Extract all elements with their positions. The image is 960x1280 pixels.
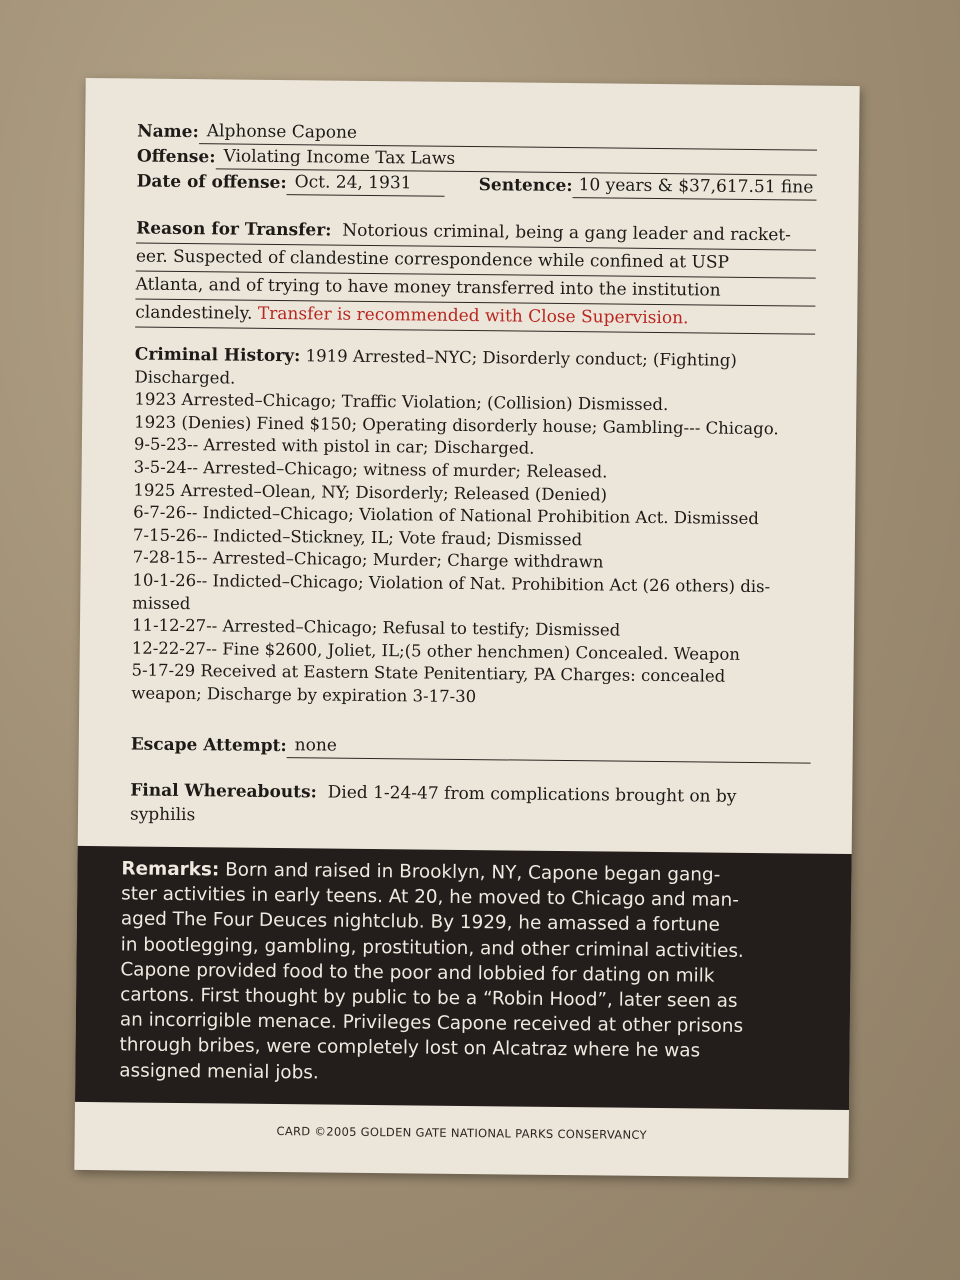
reason-text: Notorious criminal, being a gang leader and racket- bbox=[342, 220, 792, 246]
remarks-label: Remarks: bbox=[121, 858, 220, 881]
remarks-line: assigned menial jobs. bbox=[119, 1060, 319, 1084]
history-line: Discharged. bbox=[134, 367, 236, 388]
reason-for-transfer bbox=[135, 216, 816, 335]
final-whereabouts-label: Final Whereabouts: bbox=[130, 779, 318, 802]
name-value: Alphonse Capone bbox=[199, 119, 818, 150]
date-of-offense-label: Date of offense: bbox=[136, 171, 287, 194]
history-line: weapon; Discharge by expiration 3-17-30 bbox=[131, 683, 477, 707]
reason-label: Reason for Transfer: bbox=[136, 218, 332, 241]
history-line: 6-7-26-- Indicted–Chicago; Violation of National Prohibition Act. Dismissed bbox=[133, 502, 760, 529]
date-of-offense-value: Oct. 24, 1931 bbox=[287, 170, 445, 197]
history-line: 3-5-24-- Arrested–Chicago; witness of murder; Released. bbox=[133, 457, 608, 482]
history-line: 1923 Arrested–Chicago; Traffic Violation; (Collision) Dismissed. bbox=[134, 389, 669, 415]
history-line: 7-15-26-- Indicted–Stickney, IL; Vote fraud; Dismissed bbox=[132, 525, 583, 549]
remarks-line: Capone provided food to the poor and lobbied for dating on milk bbox=[120, 959, 715, 987]
reason-line: Atlanta, and of trying to have money transferred into the institution bbox=[135, 272, 815, 307]
copyright-footer: CARD ©2005 GOLDEN GATE NATIONAL PARKS CONSERVANCY bbox=[276, 1124, 647, 1142]
history-line: 12-22-27-- Fine $2600, Joliet, IL;(5 other henchmen) Concealed. Weapon bbox=[131, 638, 741, 664]
history-line: 7-28-15-- Arrested–Chicago; Murder; Charge withdrawn bbox=[132, 547, 604, 572]
history-line: 10-1-26-- Indicted–Chicago; Violation of Nat. Prohibition Act (26 others) dis- bbox=[132, 570, 771, 597]
remarks-line: through bribes, were completely lost on Alcatraz where he was bbox=[119, 1034, 701, 1062]
card-typed-section bbox=[130, 119, 817, 834]
history-line: 1923 (Denies) Fined $150; Operating disorderly house; Gambling--- Chicago. bbox=[134, 412, 779, 439]
offense-label: Offense: bbox=[136, 146, 216, 168]
final-whereabouts bbox=[130, 778, 810, 833]
sentence-label: Sentence: bbox=[478, 175, 573, 197]
criminal-history-label: Criminal History: bbox=[134, 344, 301, 367]
remarks-panel bbox=[75, 846, 852, 1110]
history-line: 11-12-27-- Arrested–Chicago; Refusal to testify; Dismissed bbox=[131, 615, 621, 640]
history-text: 1919 Arrested–NYC; Disorderly conduct; (Fighting) bbox=[305, 346, 737, 370]
sentence-field bbox=[445, 172, 817, 201]
reason-line: eer. Suspected of clandestine correspondence while confined at USP bbox=[136, 244, 816, 279]
history-line: 1925 Arrested–Olean, NY; Disorderly; Released (Denied) bbox=[133, 480, 608, 505]
remarks-text: Born and raised in Brooklyn, NY, Capone began gang- bbox=[225, 859, 721, 886]
remarks-line: aged The Four Deuces nightclub. By 1929, he amassed a fortune bbox=[120, 908, 720, 937]
remarks-line: ster activities in early teens. At 20, he moved to Chicago and man- bbox=[121, 883, 740, 912]
history-line: missed bbox=[132, 593, 191, 613]
history-line: 9-5-23-- Arrested with pistol in car; Discharged. bbox=[133, 434, 535, 459]
remarks-line: in bootlegging, gambling, prostitution, and other criminal activities. bbox=[120, 934, 744, 962]
escape-attempt-label: Escape Attempt: bbox=[130, 733, 287, 756]
remarks-line: cartons. First thought by public to be a “Robin Hood”, later seen as bbox=[120, 984, 738, 1012]
escape-attempt-value: none bbox=[287, 733, 811, 763]
final-line: syphilis bbox=[129, 803, 196, 825]
offense-value: Violating Income Tax Laws bbox=[215, 144, 817, 175]
criminal-history bbox=[131, 344, 815, 713]
inmate-card bbox=[74, 78, 859, 1178]
sentence-value: 10 years & $37,617.51 fine bbox=[572, 173, 816, 201]
history-line: 5-17-29 Received at Eastern State Penitentiary, PA Charges: concealed bbox=[131, 660, 726, 687]
name-label: Name: bbox=[137, 121, 199, 143]
transfer-recommendation: Transfer is recommended with Close Supervision. bbox=[257, 303, 689, 329]
final-text: Died 1-24-47 from complications brought on by bbox=[327, 782, 737, 807]
reason-text: clandestinely. bbox=[135, 302, 253, 324]
escape-attempt-row bbox=[131, 731, 811, 763]
reason-line bbox=[135, 300, 815, 335]
remarks-line: an incorrigible menace. Privileges Capone received at other prisons bbox=[119, 1009, 744, 1038]
